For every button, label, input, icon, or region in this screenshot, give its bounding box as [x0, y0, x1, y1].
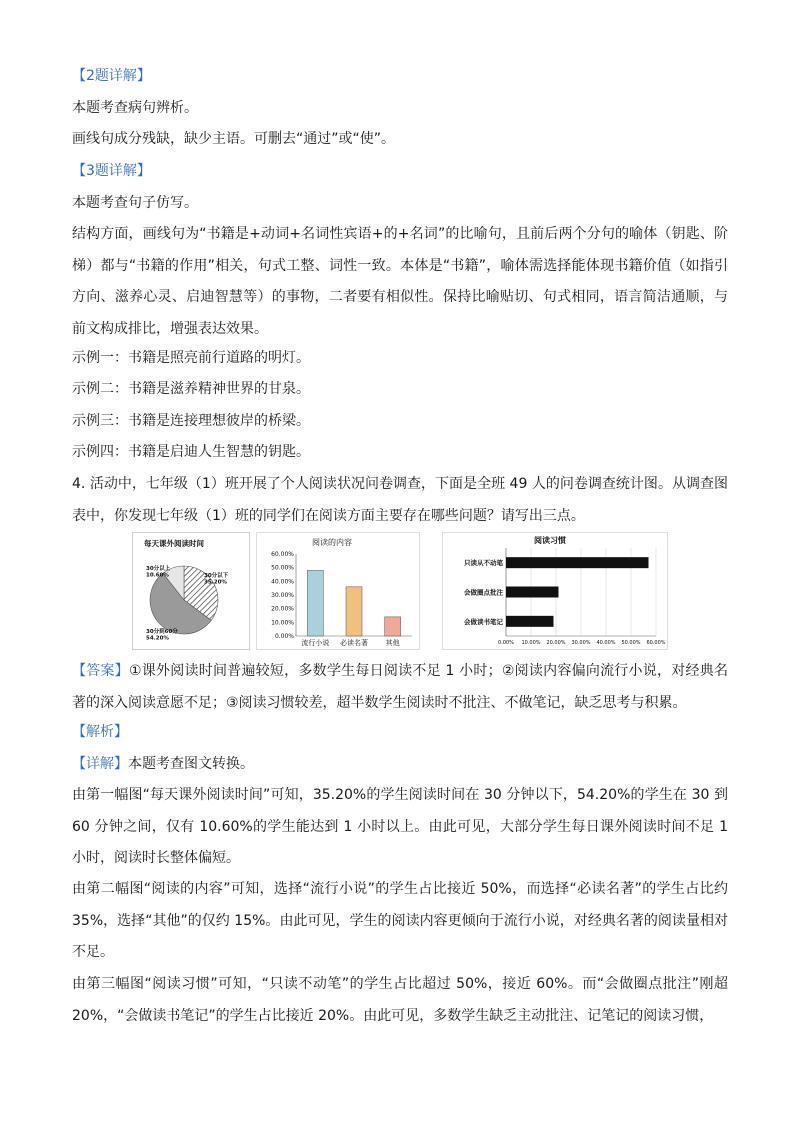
- bar-category-label: 必读名著: [340, 639, 368, 647]
- pie-slice-label: 30分以上: [146, 566, 171, 572]
- hbar-x-tick: 30.00%: [571, 640, 591, 646]
- hbar-mark: [506, 587, 559, 598]
- q2-header: 【2题详解】: [72, 68, 151, 84]
- bar-mark: [307, 570, 323, 636]
- paragraph-chart-3: 由第三幅图“阅读习惯”可知，“只读不动笔”的学生占比超过 50%，接近 60%。而“会做圈点批注”刚超 20%，“会做读书笔记”的学生占比接近 20%。由此可见，多数学生缺乏主动批注、记笔记的阅读习惯，: [72, 976, 728, 1024]
- analysis-label: 【解析】: [72, 724, 128, 740]
- detail-text: 本题考查图文转换。: [128, 756, 254, 772]
- bar-y-tick: 60.00%: [271, 551, 294, 558]
- q3-paragraph: 结构方面，画线句为“书籍是+动词+名词性宾语+的+名词”的比喻句，且前后两个分句的喻体（钥匙、阶梯）都与“书籍的作用”相关，句式工整、词性一致。本体是“书籍”，喻体需选择能体现书籍价值（如指引方向、滋养心灵、启迪智慧等）的事物，二者要有相似性。保持比喻贴切、句式相同，语言简洁通顺，与前文构成排比，增强表达效果。: [72, 226, 728, 337]
- bar-y-tick: 20.00%: [271, 605, 294, 613]
- pie-slice-value: 54.20%: [146, 635, 169, 642]
- bar-mark: [346, 587, 362, 636]
- q3-header: 【3题详解】: [72, 163, 151, 179]
- bar-y-tick: 30.00%: [271, 592, 294, 599]
- chart-hbar-reading-habits: [442, 532, 668, 650]
- q3-line-1: 本题考查句子仿写。: [72, 195, 198, 211]
- bar-category-label: 其他: [385, 639, 400, 647]
- hbar-title: 阅读习惯: [534, 536, 566, 545]
- hbar-mark: [506, 557, 649, 568]
- hbar-category-label: 只读从不动笔: [464, 559, 503, 568]
- example-1: 示例一：书籍是照亮前行道路的明灯。: [72, 350, 310, 366]
- pie-slice-value: 35.20%: [204, 579, 227, 586]
- hbar-category-label: 会做读书笔记: [464, 617, 503, 626]
- paragraph-chart-1: 由第一幅图“每天课外阅读时间”可知，35.20%的学生阅读时间在 30 分钟以下，54.20%的学生在 30 到 60 分钟之间，仅有 10.60%的学生能达到 1 小时以上。由此可见，大部分学生每日课外阅读时间不足 1 小时，阅读时长整体偏短。: [72, 787, 728, 866]
- hbar-category-label: 会做圈点批注: [464, 588, 503, 597]
- example-3: 示例三：书籍是连接理想彼岸的桥梁。: [72, 413, 310, 429]
- hbar-mark: [506, 616, 554, 627]
- hbar-x-tick: 0.00%: [498, 640, 514, 646]
- bar-mark: [385, 617, 401, 636]
- answer-block: [72, 656, 728, 719]
- example-4: 示例四：书籍是启迪人生智慧的钥匙。: [72, 444, 310, 460]
- chart-pie-reading-time: [132, 532, 250, 650]
- pie-slice-label: 30分到60分: [146, 629, 178, 635]
- q2-line-1: 本题考查病句辨析。: [72, 100, 198, 116]
- bar-category-label: 流行小说: [301, 639, 330, 647]
- hbar-x-tick: 50.00%: [621, 640, 641, 646]
- bar-y-tick: 10.00%: [271, 619, 294, 627]
- bar-y-tick: 40.00%: [271, 578, 294, 586]
- answer-text: ①课外阅读时间普遍较短，多数学生每日阅读不足 1 小时；②阅读内容偏向流行小说，对经典名著的深入阅读意愿不足；③阅读习惯较差，超半数学生阅读时不批注、不做笔记，缺乏思考与积累。: [72, 663, 728, 711]
- pie-slice-label: 30分以下: [204, 573, 229, 579]
- pie-title: 每天课外阅读时间: [144, 539, 204, 548]
- paragraph-chart-2: 由第二幅图“阅读的内容”可知，选择“流行小说”的学生占比接近 50%，而选择“必读名著”的学生占比约 35%，选择“其他”的仅约 15%。由此可见，学生的阅读内容更倾向于流行小说，对经典名著的阅读量相对不足。: [72, 881, 728, 960]
- hbar-x-tick: 20.00%: [546, 640, 566, 646]
- hbar-x-tick: 10.00%: [521, 640, 541, 646]
- bar-title: 阅读的内容: [312, 538, 352, 547]
- chart-bar-reading-content: [256, 532, 420, 650]
- detail-line: [72, 756, 254, 772]
- detail-label: 【详解】: [72, 756, 128, 772]
- hbar-x-tick: 60.00%: [646, 640, 666, 646]
- hbar-x-tick: 40.00%: [596, 640, 616, 646]
- bar-y-tick: 0.00%: [274, 633, 294, 640]
- q4-paragraph: 4. 活动中，七年级（1）班开展了个人阅读状况问卷调查，下面是全班 49 人的问卷调查统计图。从调查图表中，你发现七年级（1）班的同学们在阅读方面主要存在哪些问题？请写出三点。: [72, 476, 728, 524]
- q2-line-2: 画线句成分残缺，缺少主语。可删去“通过”或“使”。: [72, 131, 396, 147]
- answer-label: 【答案】: [72, 663, 129, 679]
- bar-y-tick: 50.00%: [271, 564, 294, 572]
- example-2: 示例二：书籍是滋养精神世界的甘泉。: [72, 381, 310, 397]
- pie-slice-value: 10.60%: [146, 572, 169, 579]
